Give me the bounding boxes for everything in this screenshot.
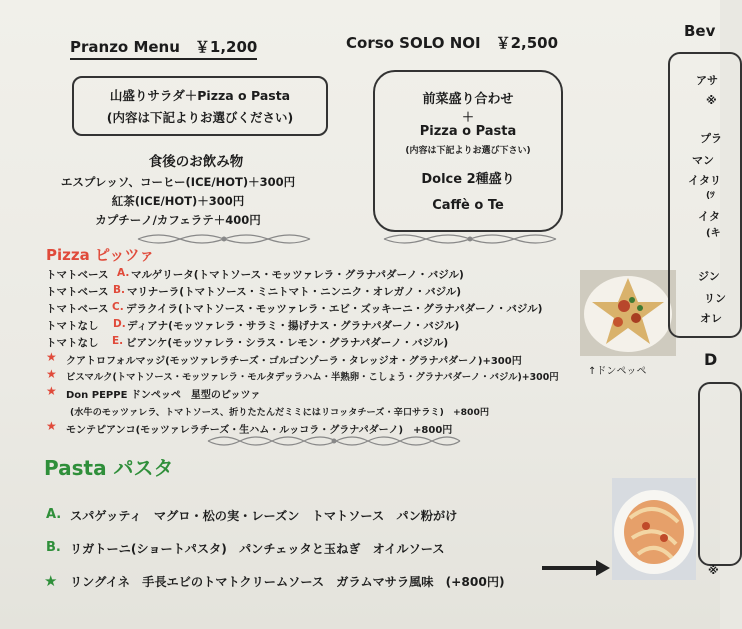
corso-line1: 前菜盛り合わせ [422, 92, 514, 107]
pranzo-title: Pranzo Menu ￥1,200 [70, 36, 257, 60]
beverage-fragment: プラ [700, 132, 722, 145]
beverage-fragment: イタ [698, 210, 720, 223]
drink-item: エスプレッソ、コーヒー(ICE/HOT)＋300円 [60, 175, 296, 189]
corso-plus: ＋ [461, 110, 474, 124]
corso-line3: Dolce 2種盛り [421, 172, 515, 187]
drinks-title: 食後のお飲み物 [148, 154, 244, 170]
beverage-fragment: イタリ [688, 174, 721, 187]
pizza-photo-caption: ↑ドンペッペ [588, 366, 647, 377]
pizza-base: トマトなし [46, 320, 99, 332]
pizza-base: トマトベース [46, 269, 109, 281]
pasta-photo [612, 478, 696, 580]
ornament-divider [136, 232, 312, 246]
corso-line4: Caffè o Te [432, 198, 504, 213]
beverage-fragment: アサ [696, 74, 718, 87]
beverage-fragment: ※ [706, 94, 717, 107]
pranzo-box [72, 76, 328, 136]
pizza-special: クアトロフォルマッジ(モッツァレラチーズ・ゴルゴンゾーラ・タレッジオ・グラナパダーノ)+300円 [66, 356, 522, 367]
beverage-fragment: ※ [708, 564, 719, 577]
beverage-heading: Bev [684, 22, 716, 40]
corso-line2-note: (内容は下記よりお選び下さい) [405, 146, 531, 156]
pizza-letter: D. [113, 318, 126, 330]
pranzo-box-line2: (内容は下記よりお選びください) [106, 110, 294, 125]
beverage-fragment: オレ [700, 312, 722, 325]
pizza-special: Don PEPPE ドンペッペ 星型のピッツァ [66, 390, 261, 401]
beverage-fragment: (ﾂ [706, 191, 715, 201]
pizza-item: マリナーラ(トマトソース・ミニトマト・ニンニク・オレガノ・バジル) [127, 286, 462, 298]
beverage-fragment: (キ [706, 228, 721, 239]
pizza-base: トマトベース [46, 286, 109, 298]
corso-box [373, 70, 563, 232]
pizza-special: ビスマルク(トマトソース・モッツァレラ・モルタデッラハム・半熟卵・こしょう・グラナパダーノ・バジル)+300円 [66, 372, 559, 383]
star-icon: ★ [46, 367, 57, 381]
dolce-box [698, 382, 742, 566]
drink-item: カプチーノ/カフェラテ＋400円 [95, 213, 261, 227]
pasta-heading: Pasta パスタ [44, 456, 174, 480]
pizza-heading: Pizza ピッツァ [46, 246, 155, 264]
pasta-marker: A. [46, 507, 62, 522]
pasta-item: スパゲッティ マグロ・松の実・レーズン トマトソース パン粉がけ [70, 509, 458, 523]
corso-line2: Pizza o Pasta [419, 124, 517, 139]
pizza-letter: C. [112, 301, 124, 313]
pizza-item: ディアナ(モッツァレラ・サラミ・揚げナス・グラナパダーノ・バジル) [127, 320, 460, 332]
pizza-special: (水牛のモッツァレラ、トマトソース、折りたたんだミミにはリコッタチーズ・辛口サラミ) +800円 [70, 407, 490, 418]
ornament-divider [206, 434, 462, 448]
pizza-base: トマトベース [46, 303, 109, 315]
pasta-item: リングイネ 手長エビのトマトクリームソース ガラムマサラ風味 (+800円) [70, 575, 505, 589]
star-icon: ★ [46, 419, 57, 433]
pizza-letter: E. [112, 335, 124, 347]
pizza-base: トマトなし [46, 337, 99, 349]
beverage-fragment: D [704, 350, 718, 369]
pizza-item: ビアンケ(モッツァレラ・シラス・レモン・グラナパダーノ・バジル) [126, 337, 449, 349]
star-icon: ★ [46, 350, 57, 364]
ornament-divider [382, 232, 558, 246]
pizza-item: デラクイラ(トマトソース・モッツァレラ・エビ・ズッキーニ・グラナパダーノ・バジル) [126, 303, 543, 315]
star-icon: ★ [46, 384, 57, 398]
beverage-fragment: マン [692, 154, 714, 167]
pasta-marker: B. [46, 540, 61, 555]
pizza-letter: A. [117, 267, 130, 279]
pranzo-box-line1: 山盛りサラダ＋Pizza o Pasta [109, 88, 291, 103]
star-icon: ★ [44, 572, 58, 590]
pizza-photo [580, 270, 676, 356]
drink-item: 紅茶(ICE/HOT)＋300円 [111, 194, 245, 208]
pizza-letter: B. [113, 284, 125, 296]
pizza-item: マルゲリータ(トマトソース・モッツァレラ・グラナパダーノ・バジル) [131, 269, 464, 281]
beverage-fragment: ジン [698, 270, 720, 283]
corso-title: Corso SOLO NOI ￥2,500 [346, 34, 559, 52]
pizza-special: モンテピアンコ(モッツァレラチーズ・生ハム・ルッコラ・グラナパダーノ) +800円 [66, 425, 453, 436]
arrow-icon [540, 558, 612, 578]
beverage-fragment: リン [704, 292, 726, 305]
pasta-item: リガトーニ(ショートパスタ) パンチェッタと玉ねぎ オイルソース [70, 542, 445, 556]
